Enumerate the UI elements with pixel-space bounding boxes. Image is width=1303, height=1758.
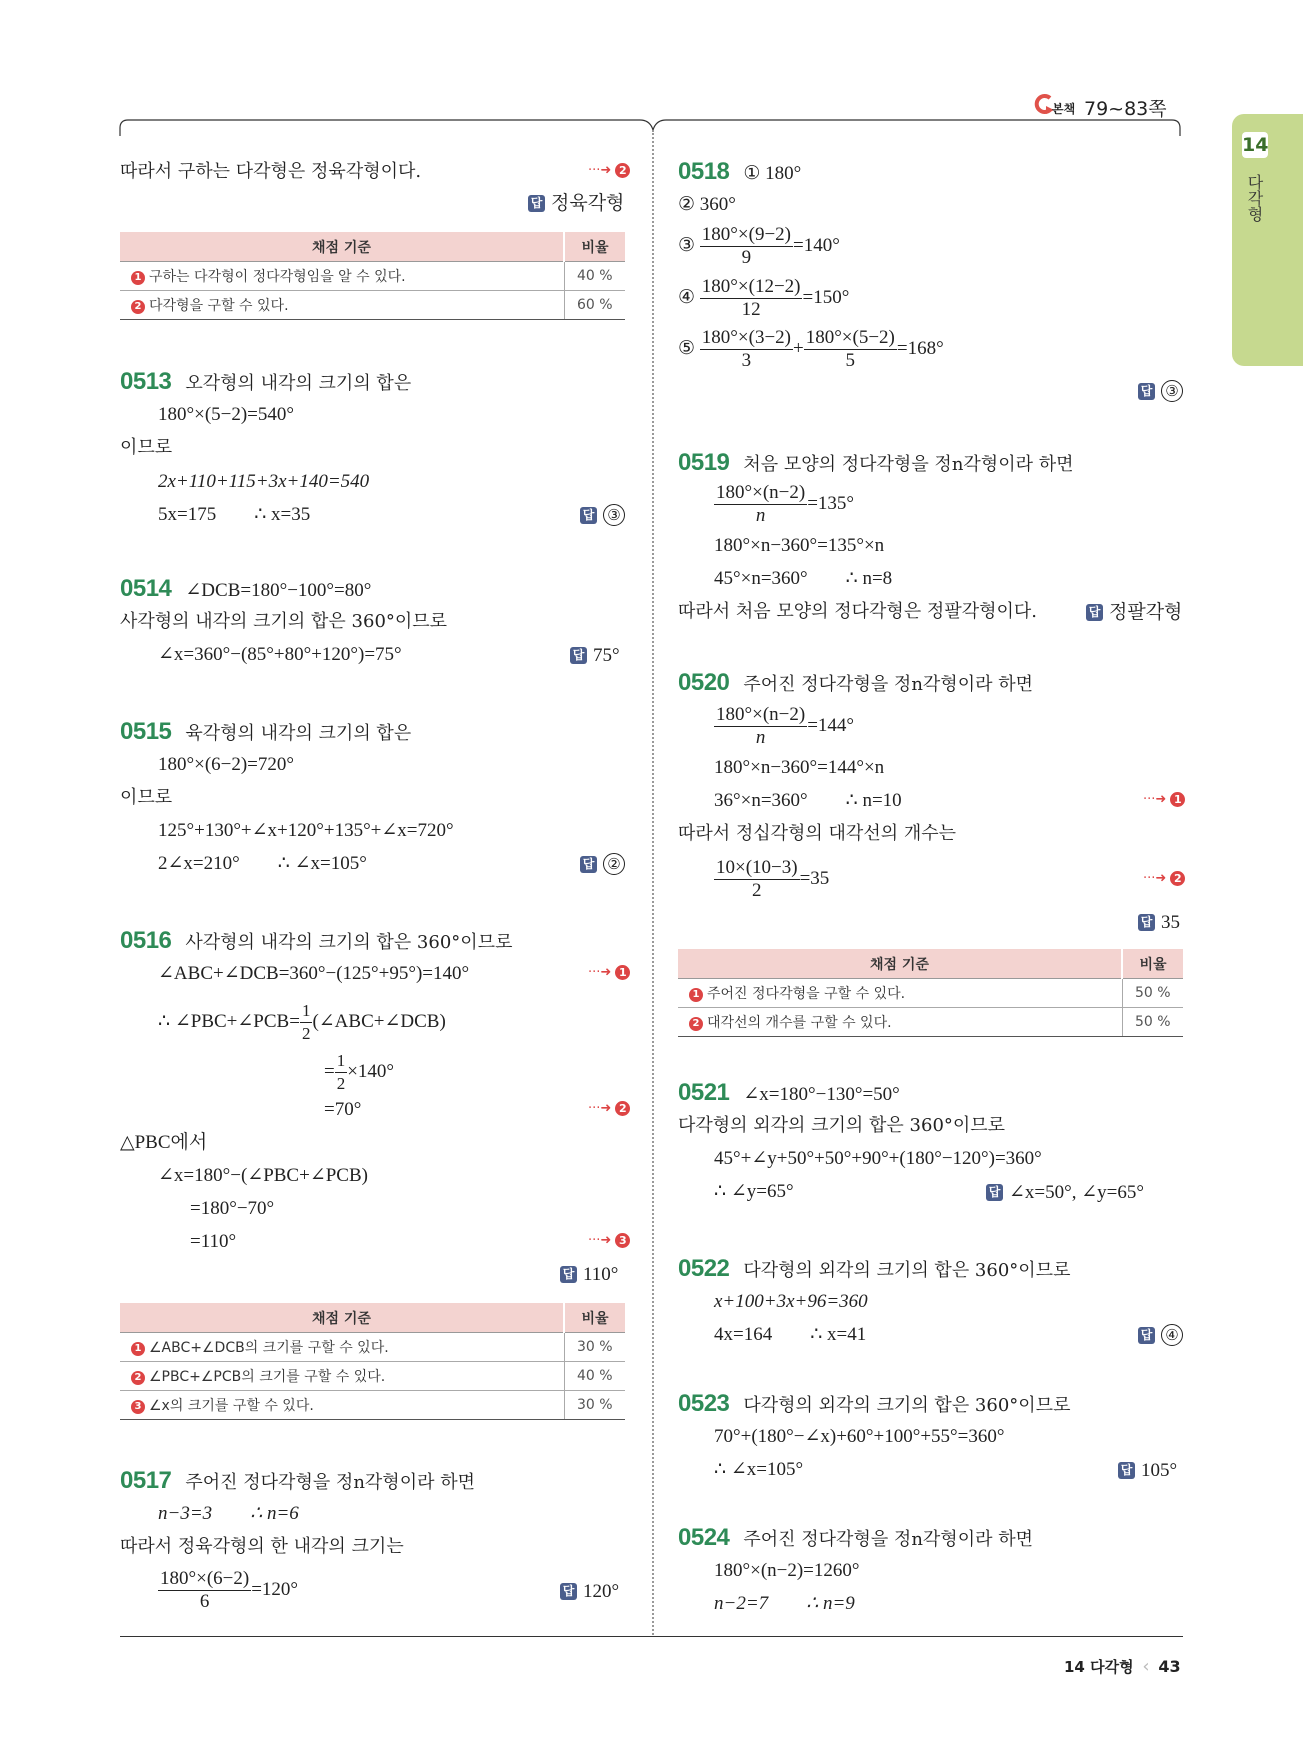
problem-0523: 0523 다각형의 외각의 크기의 합은 360°이므로 — [678, 1390, 1071, 1417]
chapter-title: 다각형 — [1245, 174, 1264, 222]
table-row: 1 구하는 다각형이 정다각형임을 알 수 있다. — [120, 262, 564, 291]
intro-line: 따라서 구하는 다각형은 정육각형이다. — [120, 161, 422, 182]
step-marker: ···➜ 2 — [1143, 871, 1185, 886]
eq-line: 2x+110+115+3x+140=540 — [158, 471, 370, 492]
text-line: 따라서 처음 모양의 정다각형은 정팔각형이다. — [678, 601, 1037, 622]
text-line: 이므로 — [120, 437, 173, 458]
return-arrow-icon — [1032, 92, 1054, 116]
table-row: 2 다각형을 구할 수 있다. — [120, 291, 564, 320]
text-line: 따라서 정십각형의 대각선의 개수는 — [678, 823, 956, 844]
text-line: △PBC에서 — [120, 1132, 208, 1153]
eq-line: 180°×n−360°=135°×n — [714, 535, 885, 556]
column-divider — [652, 130, 654, 1635]
chapter-side-tab — [1232, 114, 1303, 366]
chapter-number: 14 — [1242, 134, 1269, 156]
table-row: 2 대각선의 개수를 구할 수 있다. — [678, 1008, 1122, 1037]
eq-line: 180°×(6−2)=720° — [158, 754, 294, 775]
answer-icon: 답 — [528, 195, 545, 212]
step-marker: ···➜ 1 — [588, 965, 630, 980]
problem-0515: 0515 육각형의 내각의 크기의 합은 — [120, 718, 412, 745]
option-line: ⑤ $\frac{180^\circ\times(3-2)}{3}$ + $\frac{180^\circ\times(5-2)}{5}$ =168° — [678, 327, 944, 372]
problem-0520: 0520 주어진 정다각형을 정n각형이라 하면 — [678, 669, 1033, 696]
eq-line: =180°−70° — [190, 1198, 275, 1219]
page-frame-top — [118, 118, 1184, 138]
option-line: ② 360° — [678, 194, 736, 215]
eq-line: ∴ ∠y=65° — [714, 1181, 794, 1202]
problem-0522: 0522 다각형의 외각의 크기의 합은 360°이므로 — [678, 1255, 1071, 1282]
answer-0516: 답 110° — [560, 1259, 618, 1290]
scoring-table-2: 채점 기준 비율 1 ∠ABC+∠DCB의 크기를 구할 수 있다. 30 % 2 ∠PBC+∠PCB의 크기를 구할 수 있다. 40 % 3 ∠x의 크기를 구할 수 있다. 30 % — [120, 1303, 625, 1420]
problem-0514: 0514 ∠DCB=180°−100°=80° — [120, 575, 372, 602]
eq-line: 70°+(180°−∠x)+60°+100°+55°=360° — [714, 1426, 1005, 1447]
header-pages: 79~83쪽 — [1084, 98, 1167, 120]
chevron-left-icon: ‹ — [1142, 1656, 1150, 1677]
eq-line: ∠x=180°−(∠PBC+∠PCB) — [158, 1165, 368, 1186]
footer-page-number: 43 — [1158, 1657, 1181, 1676]
problem-0518: 0518 ① 180° — [678, 158, 802, 185]
table-header: 채점 기준 — [678, 949, 1122, 979]
eq-fraction: $\frac{180^\circ\times(n-2)}{n}$ =144° — [716, 704, 855, 749]
eq-line: ∴ ∠x=105° — [714, 1459, 804, 1480]
text-line: 다각형의 외각의 크기의 합은 360°이므로 — [678, 1115, 1006, 1136]
eq-line: 180°×n−360°=144°×n — [714, 757, 885, 778]
answer-0514: 답 75° — [570, 640, 620, 671]
eq-line: 5x=175 ∴ x=35 — [158, 504, 311, 525]
eq-line: = $\frac{1}{2}$ ×140° — [324, 1051, 395, 1094]
text-line: 이므로 — [120, 787, 173, 808]
table-header: 채점 기준 — [120, 1303, 564, 1333]
eq-line: n−3=3 ∴ n=6 — [158, 1503, 299, 1524]
option-line: ③ $\frac{180^\circ\times(9-2)}{9}$ =140° — [678, 224, 840, 269]
answer-0513: 답 ③ — [580, 500, 629, 530]
problem-0519: 0519 처음 모양의 정다각형을 정n각형이라 하면 — [678, 449, 1074, 476]
problem-0513: 0513 오각형의 내각의 크기의 합은 — [120, 368, 412, 395]
option-line: ④ $\frac{180^\circ\times(12-2)}{12}$ =150° — [678, 276, 850, 321]
answer-0519: 답 정팔각형 — [1086, 597, 1182, 627]
table-row: 1 주어진 정다각형을 구할 수 있다. — [678, 979, 1122, 1008]
eq-line: n−2=7 ∴ n=9 — [714, 1593, 855, 1614]
eq-line: 2∠x=210° ∴ ∠x=105° — [158, 853, 367, 874]
step-marker: ···➜ 1 — [1143, 792, 1185, 807]
problem-0524: 0524 주어진 정다각형을 정n각형이라 하면 — [678, 1524, 1033, 1551]
header-book-label: 본책 — [1052, 102, 1076, 116]
footer-chapter: 14 다각형 — [1064, 1658, 1134, 1676]
eq-line: ∠x=360°−(85°+80°+120°)=75° — [158, 644, 402, 665]
answer-0521: 답 ∠x=50°, ∠y=65° — [986, 1177, 1144, 1208]
eq-line: 125°+130°+∠x+120°+135°+∠x=720° — [158, 820, 454, 841]
eq-line: 45°+∠y+50°+50°+90°+(180°−120°)=360° — [714, 1148, 1042, 1169]
step-marker: ···➜ 3 — [588, 1233, 630, 1248]
answer-0518: 답 ③ — [1138, 376, 1187, 406]
eq-line: =110° — [190, 1231, 237, 1252]
eq-line: 180°×(n−2)=1260° — [714, 1560, 860, 1581]
bottom-rule — [120, 1636, 1183, 1637]
answer-0517: 답 120° — [560, 1576, 619, 1607]
eq-line: 36°×n=360° ∴ n=10 — [714, 790, 902, 811]
problem-0521: 0521 ∠x=180°−130°=50° — [678, 1079, 900, 1106]
eq-line: =70° — [324, 1099, 362, 1120]
step-marker: ···➜ 2 — [588, 1101, 630, 1116]
scoring-table-3: 채점 기준 비율 1 주어진 정다각형을 구할 수 있다. 50 % 2 대각선의 개수를 구할 수 있다. 50 % — [678, 949, 1183, 1037]
problem-0517: 0517 주어진 정다각형을 정n각형이라 하면 — [120, 1467, 475, 1494]
eq-line: 45°×n=360° ∴ n=8 — [714, 568, 893, 589]
answer-0520: 답 35 — [1138, 907, 1180, 938]
text-line: 따라서 정육각형의 한 내각의 크기는 — [120, 1536, 404, 1557]
eq-fraction: $\frac{10\times(10-3)}{2}$ =35 — [716, 857, 830, 902]
eq-line: ∠ABC+∠DCB=360°−(125°+95°)=140° — [158, 963, 470, 984]
page-footer — [1064, 1656, 1181, 1677]
eq-line: x+100+3x+96=360 — [714, 1291, 868, 1312]
text-line: 사각형의 내각의 크기의 합은 360°이므로 — [120, 611, 448, 632]
answer-0523: 답 105° — [1118, 1455, 1177, 1486]
table-row: 2 ∠PBC+∠PCB의 크기를 구할 수 있다. — [120, 1362, 564, 1391]
eq-fraction: $\frac{180^\circ\times(n-2)}{n}$ =135° — [716, 482, 855, 527]
eq-line: 180°×(5−2)=540° — [158, 404, 294, 425]
problem-0516: 0516 사각형의 내각의 크기의 합은 360°이므로 — [120, 927, 513, 954]
table-header: 채점 기준 — [120, 232, 564, 262]
answer-0515: 답 ② — [580, 849, 629, 879]
table-row: 1 ∠ABC+∠DCB의 크기를 구할 수 있다. — [120, 1333, 564, 1362]
answer-0522: 답 ④ — [1138, 1320, 1187, 1350]
eq-fraction: $\frac{180^\circ\times(6-2)}{6}$ =120° — [160, 1568, 299, 1613]
scoring-table-1: 채점 기준 비율 1 구하는 다각형이 정다각형임을 알 수 있다. 40 % 2 다각형을 구할 수 있다. 60 % — [120, 232, 625, 320]
table-row: 3 ∠x의 크기를 구할 수 있다. — [120, 1391, 564, 1420]
eq-line: 4x=164 ∴ x=41 — [714, 1324, 867, 1345]
answer-intro: 답 정육각형 — [528, 188, 624, 218]
table-header: 비율 — [564, 232, 625, 262]
step-marker: ···➜ 2 — [588, 163, 630, 178]
eq-line: ∴ ∠PBC+∠PCB= $\frac{1}{2}$ (∠ABC+∠DCB) — [158, 1001, 446, 1044]
